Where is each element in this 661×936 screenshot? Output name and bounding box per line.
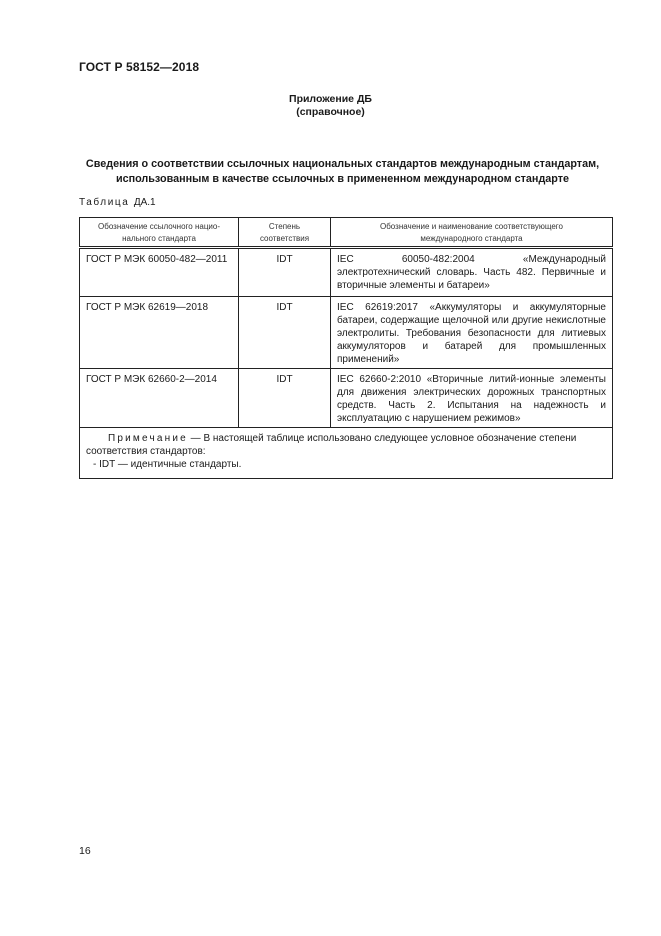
table-row (80, 369, 613, 428)
standards-correspondence-table (79, 217, 613, 479)
table-header-row (80, 218, 613, 248)
page-number: 16 (79, 845, 91, 857)
document-designation: ГОСТ Р 58152—2018 (79, 60, 200, 74)
section-title (70, 157, 615, 186)
column-header-national-line-1: Обозначение ссылочного нацио- (98, 222, 220, 231)
international-standard-cell: IEC 62619:2017 «Аккумуляторы и аккумуляторные батареи, содержащие щелочной или другие некислотные электролиты. Требования безопасности для литиевых аккумуляторов и батарей для промышленных применений» (331, 297, 613, 369)
national-standard-cell: ГОСТ Р МЭК 62619—2018 (80, 297, 239, 369)
section-title-line-1: Сведения о соответствии ссылочных национальных стандартов международным стандартам, (85, 158, 600, 170)
appendix-title: Приложение ДБ (289, 93, 372, 105)
column-header-degree (239, 218, 331, 248)
table-row (80, 248, 613, 297)
column-header-international-line-1: Обозначение и наименование соответствующего (380, 222, 563, 231)
column-header-international (331, 218, 613, 248)
table-caption-label: Таблица (79, 197, 130, 208)
column-header-national (80, 218, 239, 248)
note-label: Примечание (108, 433, 188, 444)
section-title-line-2: использованным в качестве ссылочных в примененном международном стандарте (115, 172, 570, 185)
degree-cell: IDT (239, 248, 331, 297)
appendix-subtitle: (справочное) (296, 106, 365, 118)
degree-cell: IDT (239, 297, 331, 369)
table-note-row (80, 428, 613, 479)
national-standard-cell: ГОСТ Р МЭК 60050-482—2011 (80, 248, 239, 297)
table-row (80, 297, 613, 369)
column-header-degree-line-2: соответствия (259, 234, 310, 243)
column-header-international-line-2: международного стандарта (420, 234, 523, 243)
international-standard-cell: IEC 60050-482:2004 «Международный электротехнический словарь. Часть 482. Первичные и вторичные элементы и батареи» (331, 248, 613, 297)
column-header-national-line-2: нального стандарта (122, 234, 196, 243)
degree-cell: IDT (239, 369, 331, 428)
column-header-degree-line-1: Степень (268, 222, 301, 231)
appendix-heading (0, 93, 661, 119)
national-standard-cell: ГОСТ Р МЭК 62660-2—2014 (80, 369, 239, 428)
table-caption (79, 197, 156, 208)
note-paragraph (86, 432, 606, 458)
international-standard-cell: IEC 62660-2:2010 «Вторичные литий-ионные элементы для движения электрических дорожных транспортных средств. Часть 2. Испытания на надежность и эксплуатацию с нарушением режимов» (331, 369, 613, 428)
table-caption-number: ДА.1 (133, 197, 156, 208)
note-text: — В настоящей таблице использовано следующее условное обозначение степени соответствия стандартов: (86, 433, 577, 457)
note-item: - IDT — идентичные стандарты. (93, 459, 242, 470)
table-note (80, 428, 613, 479)
